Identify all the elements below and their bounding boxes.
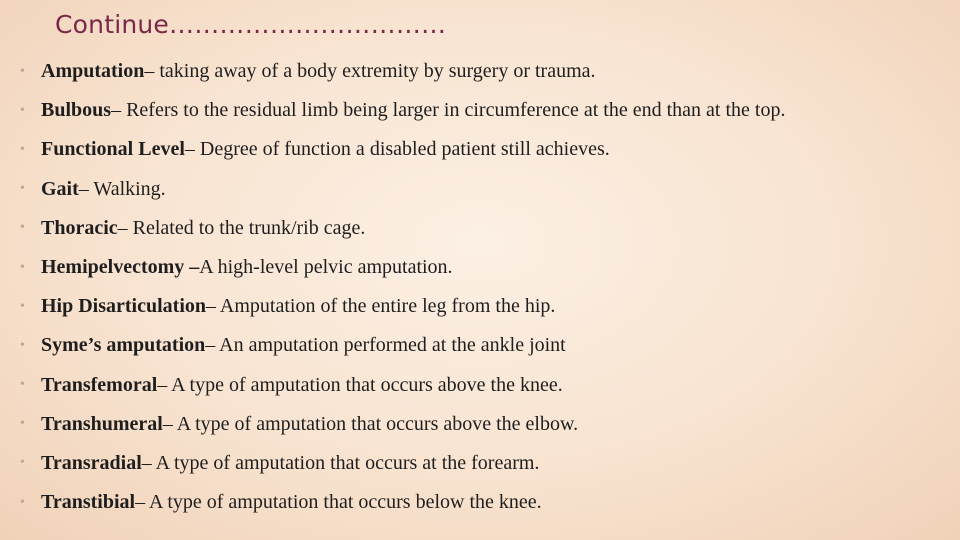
term: Gait [41,177,79,200]
list-item [20,326,950,365]
list-item [20,405,950,444]
term: Transhumeral [41,412,163,435]
definition: – Degree of function a disabled patient still achieves. [184,138,610,161]
definition: – A type of amputation that occurs at the forearm. [141,451,540,474]
list-item [20,209,950,248]
list-item [20,287,950,326]
term: Transradial [41,451,142,474]
term: Bulbous [41,99,112,122]
term: Hemipelvectomy – [41,256,200,279]
bullet-icon: • [20,141,25,157]
bullet-icon: • [20,494,25,510]
bullet-icon: • [20,181,25,197]
list-item [20,366,950,405]
list-item [20,444,950,483]
bullet-icon: • [20,63,25,79]
definition: – taking away of a body extremity by surgery or trauma. [144,60,596,83]
definition: – Related to the trunk/rib cage. [117,216,366,239]
definition: – Walking. [78,177,166,200]
bullet-icon: • [20,416,25,432]
bullet-icon: • [20,337,25,353]
list-item [20,248,950,287]
term: Functional Level [41,138,185,161]
term: Thoracic [41,216,118,239]
bullet-icon: • [20,220,25,236]
term: Amputation [41,60,145,83]
definition: – A type of amputation that occurs above the elbow. [162,412,579,435]
definition: – An amputation performed at the ankle joint [205,334,566,357]
definition: – A type of amputation that occurs above the knee. [157,373,563,396]
bullet-icon: • [20,259,25,275]
definition: – A type of amputation that occurs below the knee. [135,491,542,514]
term: Syme’s amputation [41,334,206,357]
term: Transtibial [41,491,136,514]
definition-list [20,52,950,522]
term: Hip Disarticulation [41,295,207,318]
definition: A high-level pelvic amputation. [199,256,453,279]
list-item [20,483,950,522]
term: Transfemoral [41,373,158,396]
bullet-icon: • [20,455,25,471]
definition: – Amputation of the entire leg from the hip. [206,295,556,318]
bullet-icon: • [20,102,25,118]
slide-title: Continue…………………………… [55,10,447,39]
list-item [20,52,950,91]
bullet-icon: • [20,377,25,393]
list-item [20,91,950,130]
bullet-icon: • [20,298,25,314]
list-item [20,130,950,169]
definition: – Refers to the residual limb being larger in circumference at the end than at the top. [111,99,786,122]
list-item [20,170,950,209]
